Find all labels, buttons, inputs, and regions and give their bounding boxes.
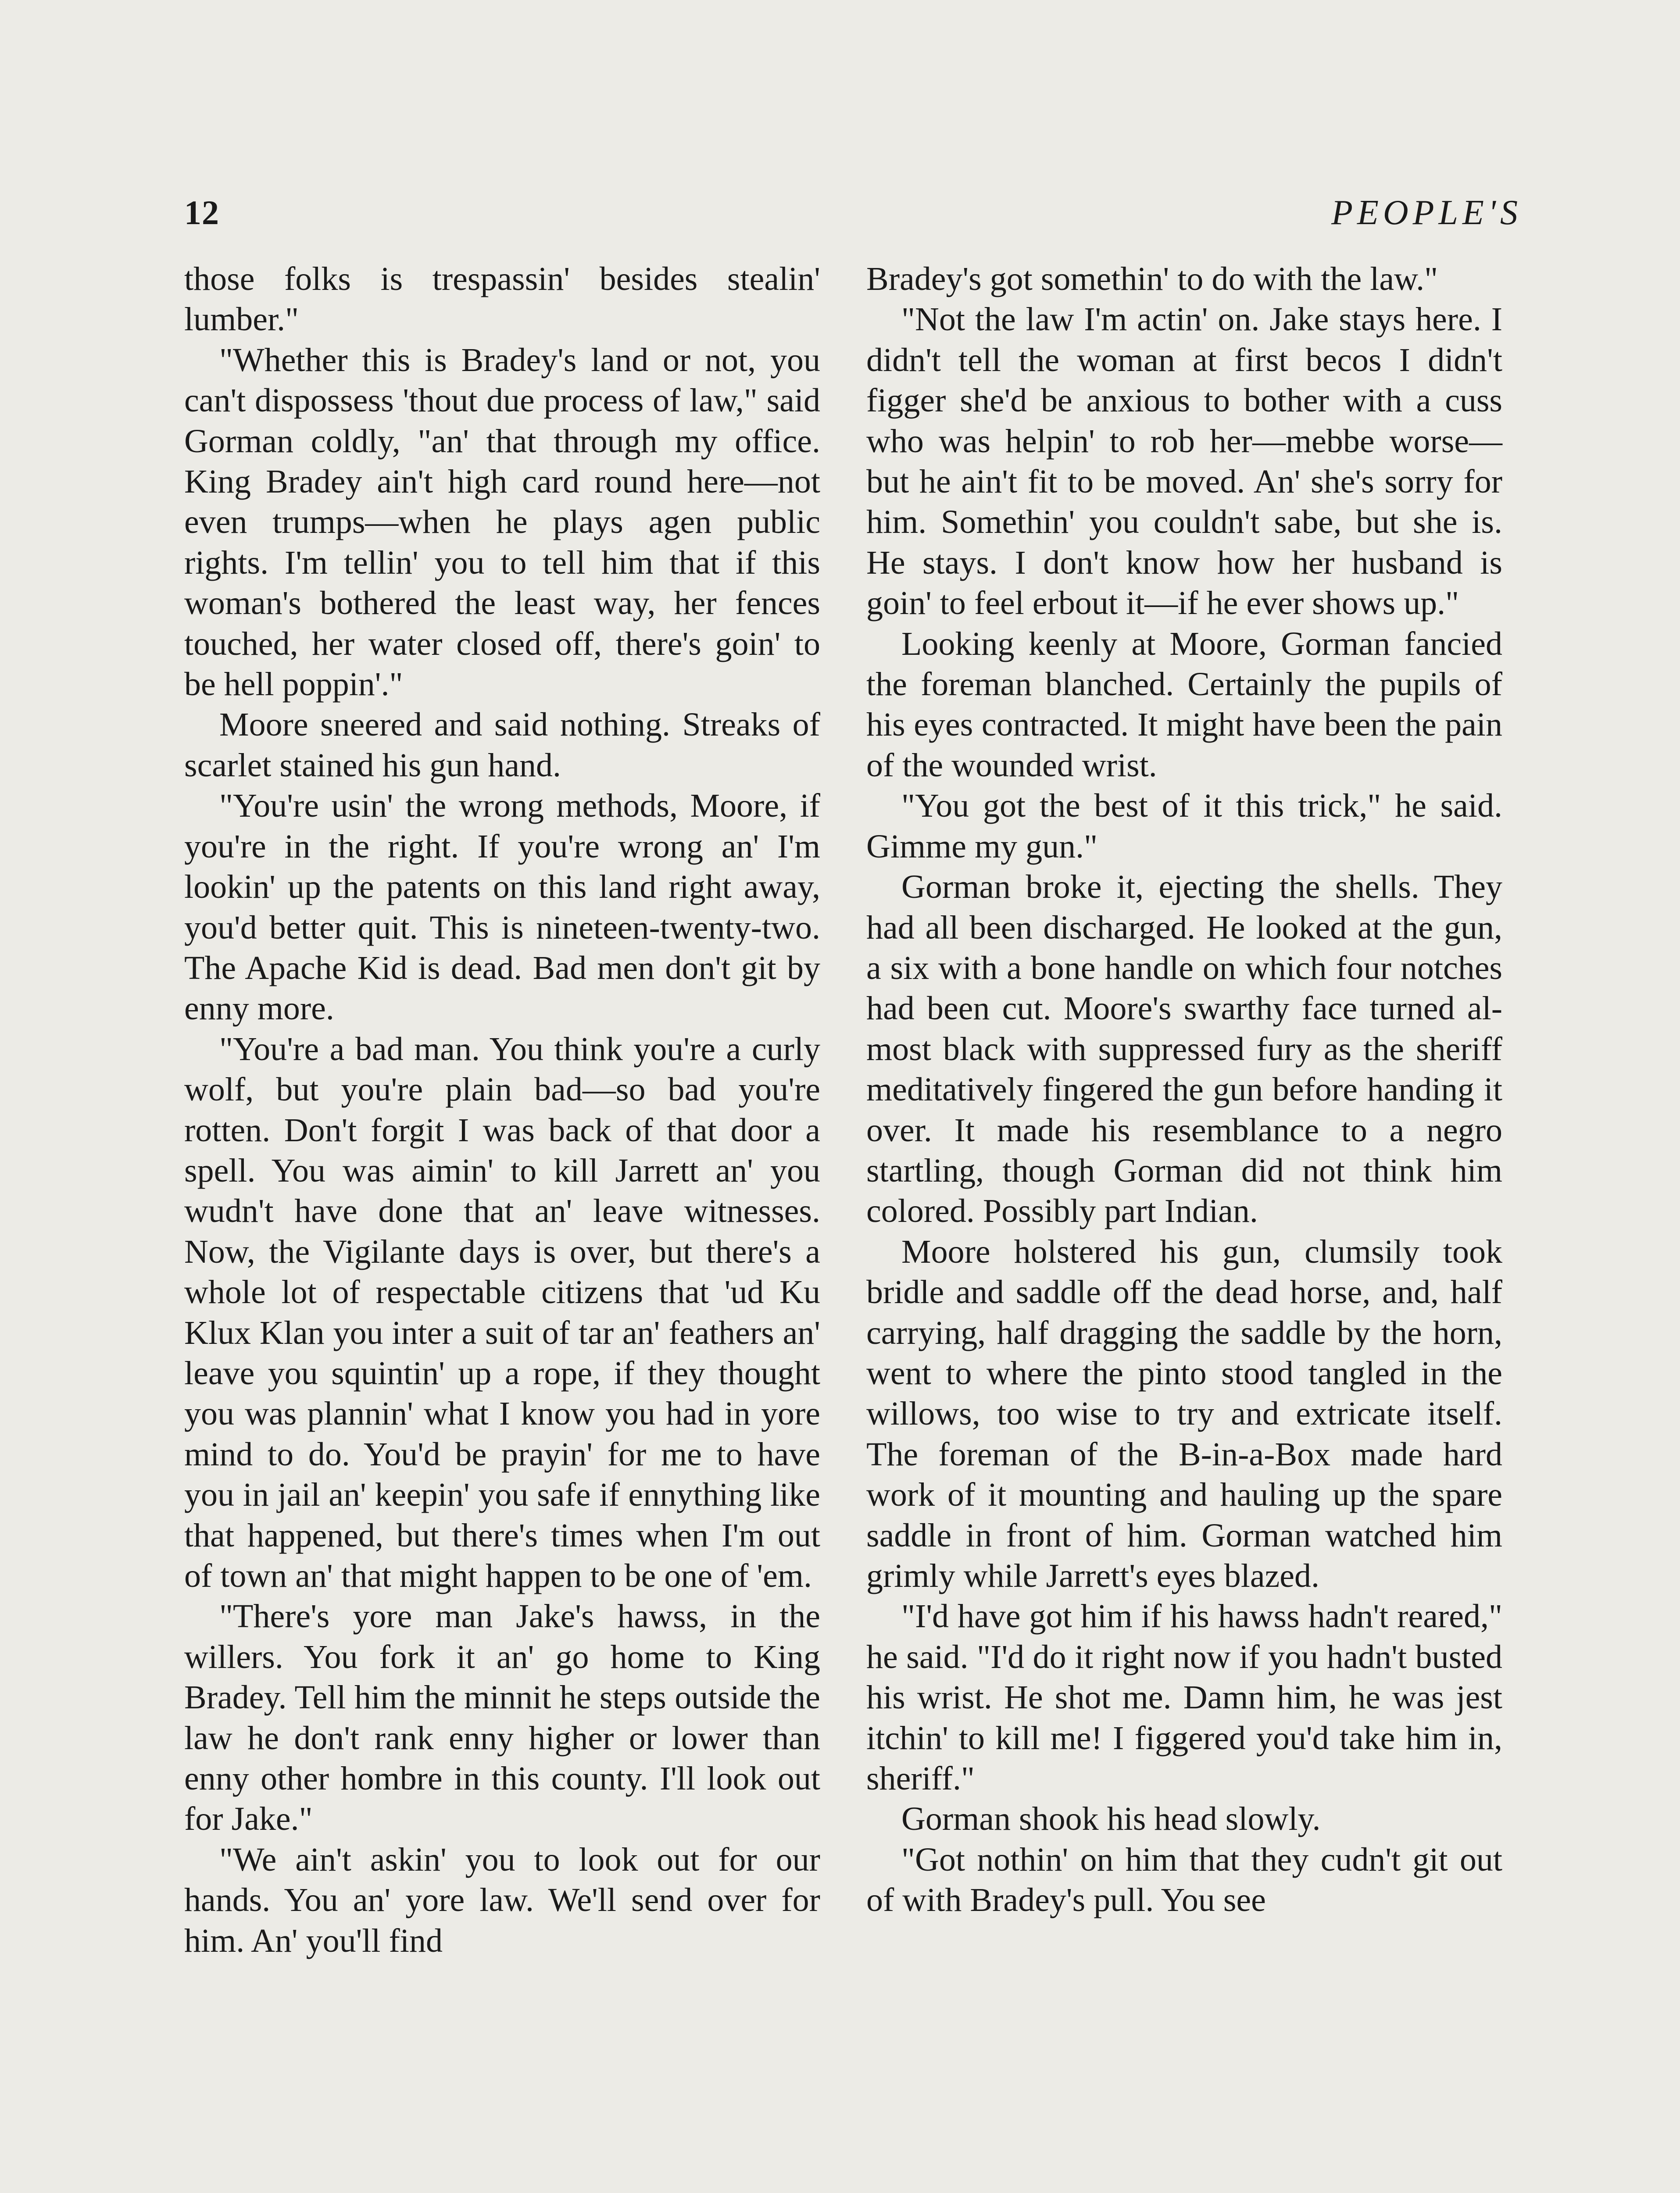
running-head: PEOPLE'S (1331, 193, 1522, 232)
paragraph: Moore holstered his gun, clumsily took bridle and saddle off the dead horse, and, half carrying, half dragging the saddle by the horn, went to where the pinto stood tangled in the willows, too wise to try and extricate itself. The foreman of the B-in-a-Box made hard work of it mounting and hauling up the spare saddle in front of him. Gorman watched him grimly while Jarrett's eyes blazed. (866, 1233, 1502, 1594)
paragraph: Gorman broke it, ejecting the shells. They had all been discharged. He looked at the gun, a six with a bone handle on which four notches had been cut. Moore's swarthy face turned almost black with suppressed fury as the sheriff meditatively fingered the gun before handing it over. It made his resemblance to a negro startling, though Gorman did not think him colored. Possibly part Indian. (866, 868, 1502, 1230)
paragraph: Gorman shook his head slowly. (901, 1800, 1321, 1838)
paragraph: "We ain't askin' you to look out for our hands. You an' yore law. We'll send over for him. An' you'll find (184, 1841, 820, 1959)
paragraph: Moore sneered and said nothing. Streaks of scarlet stained his gun hand. (184, 706, 820, 784)
paragraph: "You got the best of it this trick," he said. Gimme my gun." (866, 787, 1502, 865)
paragraph: "I'd have got him if his hawss hadn't reared," he said. "I'd do it right now if you hadn't busted his wrist. He shot me. Damn him, he was jest itchin' to kill me! I figgered you'd take him in, sheriff." (866, 1598, 1502, 1797)
paragraph: "Whether this is Bradey's land or not, you can't dispossess 'thout due process of law," said Gorman coldly, "an' that through my office. King Bradey ain't high card round here—not even trumps—when he plays agen public rights. I'm tellin' you to tell him that if this woman's bothered the least way, her fences touched, her water closed off, there's goin' to be hell poppin'." (184, 341, 820, 703)
page-header (184, 193, 1522, 241)
paragraph: "Got nothin' on him that they cudn't git out of with Bradey's pull. You see (866, 1841, 1502, 1919)
paragraph: Looking keenly at Moore, Gorman fancied the foreman blanched. Certainly the pupils of his eyes contracted. It might have been the pain of the wounded wrist. (866, 625, 1502, 784)
paragraph: those folks is trespassin' besides stealin' lumber." (184, 261, 820, 338)
left-column (184, 259, 820, 1961)
right-column (866, 259, 1502, 1921)
paragraph: "You're a bad man. You think you're a curly wolf, but you're plain bad—so bad you're rotten. Don't forgit I was back of that door a spell. You was aimin' to kill Jarrett an' you wudn't have done that an' leave witnesses. Now, the Vigilante days is over, but there's a whole lot of respectable citizens that 'ud Ku Klux Klan you inter a suit of tar an' feathers an' leave you squintin' up a rope, if they thought you was plannin' what I know you had in yore mind to do. You'd be prayin' for me to have you in jail an' keepin' you safe if ennything like that happened, but there's times when I'm out of town an' that might happen to be one of 'em. (184, 1030, 820, 1594)
paragraph: "Not the law I'm actin' on. Jake stays here. I didn't tell the woman at first becos I didn't figger she'd be anxious to bother with a cuss who was helpin' to rob her—mebbe worse—but he ain't fit to be moved. An' she's sorry for him. Somethin' you couldn't sabe, but she is. He stays. I don't know how her husband is goin' to feel erbout it—if he ever shows up." (866, 301, 1502, 622)
paragraph: "You're usin' the wrong methods, Moore, if you're in the right. If you're wrong an' I'm lookin' up the patents on this land right away, you'd better quit. This is nineteen-twenty-two. The Apache Kid is dead. Bad men don't git by enny more. (184, 787, 820, 1027)
paragraph: Bradey's got somethin' to do with the law." (866, 261, 1438, 297)
paragraph: "There's yore man Jake's hawss, in the willers. You fork it an' go home to King Bradey. Tell him the minnit he steps outside the law he don't rank enny higher or lower than enny other hombre in this county. I'll look out for Jake." (184, 1598, 820, 1838)
page-number: 12 (184, 193, 219, 232)
